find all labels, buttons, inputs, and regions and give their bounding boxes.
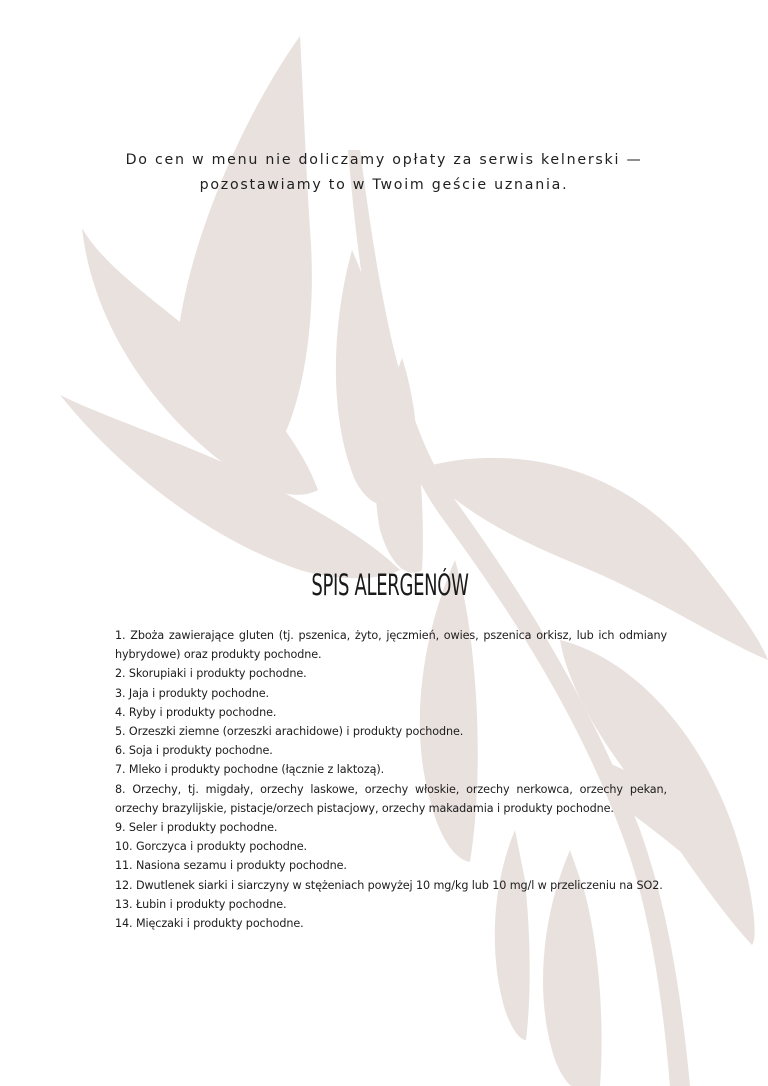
allergen-item: 3. Jaja i produkty pochodne. xyxy=(115,686,269,700)
notice-line-1: Do cen w menu nie doliczamy opłaty za serwis kelnerski — xyxy=(125,152,643,168)
allergen-item: 14. Mięczaki i produkty pochodne. xyxy=(115,917,304,931)
service-charge-notice xyxy=(84,148,684,198)
allergen-item: 13. Łubin i produkty pochodne. xyxy=(115,897,287,911)
allergen-item: 7. Mleko i produkty pochodne (łącznie z laktozą). xyxy=(115,763,385,777)
allergen-item: 12. Dwutlenek siarki i siarczyny w stężeniach powyżej 10 mg/kg lub 10 mg/l w przeliczeniu na SO2. xyxy=(115,878,663,892)
allergen-list-title: SPIS ALERGENÓW xyxy=(311,568,469,602)
allergen-item: 5. Orzeszki ziemne (orzeszki arachidowe) i produkty pochodne. xyxy=(115,725,464,739)
notice-line-2: pozostawiamy to w Twoim geście uznania. xyxy=(199,177,569,193)
allergen-item: 10. Gorczyca i produkty pochodne. xyxy=(115,840,307,854)
allergen-item: 1. Zboża zawierające gluten (tj. pszenica, żyto, jęczmień, owies, pszenica orkisz, lub ich odmiany hybrydowe) oraz produkty pochodne. xyxy=(115,629,667,662)
allergen-item: 8. Orzechy, tj. migdały, orzechy laskowe, orzechy włoskie, orzechy nerkowca, orzechy pekan, orzechy brazylijskie, pistacje/orzech pistacjowy, orzechy makadamia i produkty pochodne. xyxy=(115,782,667,815)
allergen-item: 9. Seler i produkty pochodne. xyxy=(115,821,278,835)
allergen-item: 6. Soja i produkty pochodne. xyxy=(115,744,273,758)
allergen-item: 11. Nasiona sezamu i produkty pochodne. xyxy=(115,859,347,873)
allergen-list xyxy=(115,626,667,933)
allergen-item: 2. Skorupiaki i produkty pochodne. xyxy=(115,667,307,681)
allergen-item: 4. Ryby i produkty pochodne. xyxy=(115,705,277,719)
